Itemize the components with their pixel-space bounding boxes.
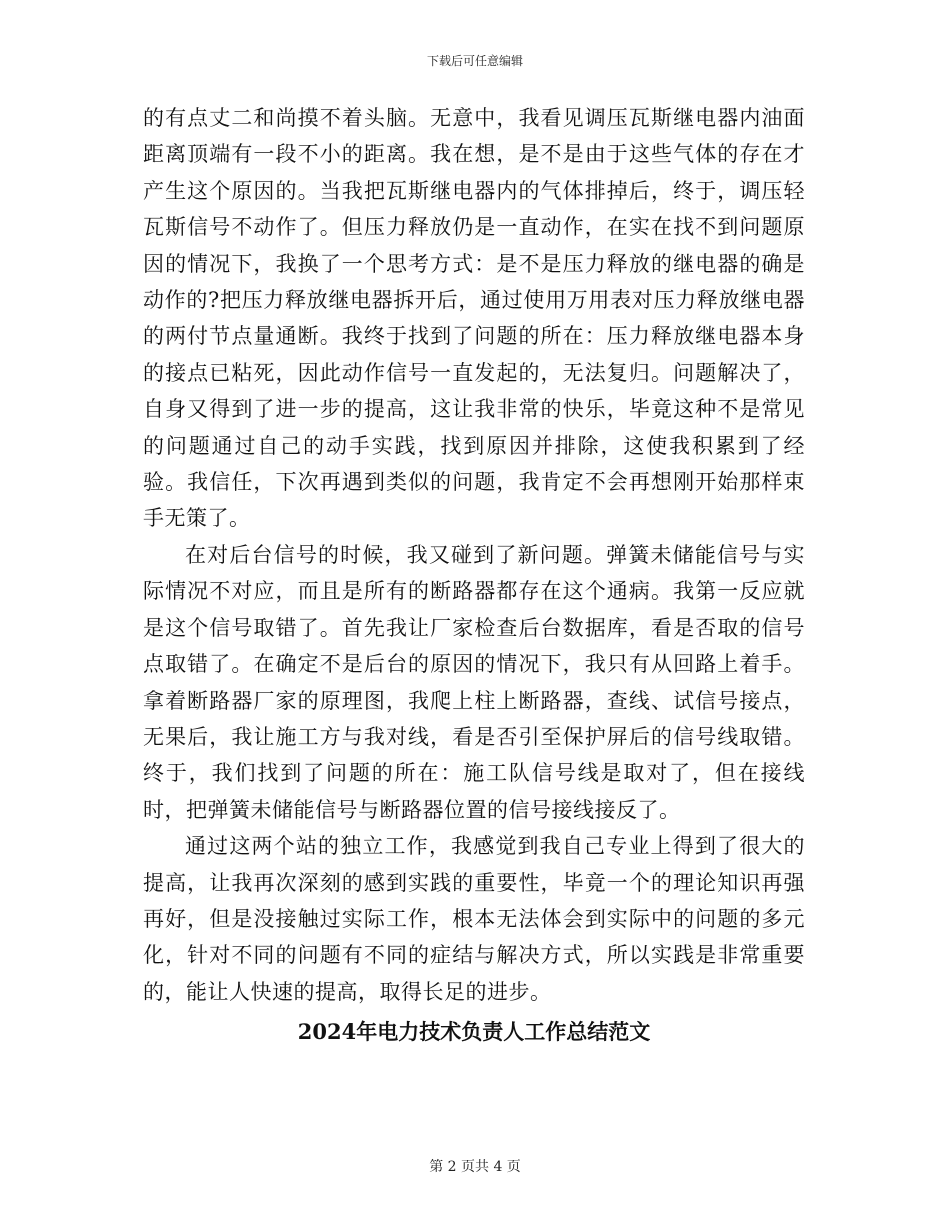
page-header: 下载后可任意编辑 <box>426 54 523 68</box>
page-number-footer: 第 2 页共 4 页 <box>429 1159 521 1175</box>
next-document-title: 2024年电力技术负责人工作总结范文 <box>297 1019 651 1045</box>
document-body <box>143 100 805 1050</box>
paragraph-continued: 的有点丈二和尚摸不着头脑。无意中，我看见调压瓦斯继电器内油面距离顶端有一段不小的距离。我在想，是不是由于这些气体的存在才产生这个原因的。当我把瓦斯继电器内的气体排掉后，终于，调压轻瓦斯信号不动作了。但压力释放仍是一直动作，在实在找不到问题原因的情况下，我换了一个思考方式：是不是压力释放的继电器的确是动作的?把压力释放继电器拆开后，通过使用万用表对压力释放继电器的两付节点量通断。我终于找到了问题的所在：压力释放继电器本身的接点已粘死，因此动作信号一直发起的，无法复归。问题解决了，自身又得到了进一步的提高，这让我非常的快乐，毕竟这种不是常见的问题通过自己的动手实践，找到原因并排除，这使我积累到了经验。我信任，下次再遇到类似的问题，我肯定不会再想刚开始那样束手无策了。 <box>143 106 805 531</box>
paragraph-conclusion: 通过这两个站的独立工作，我感觉到我自己专业上得到了很大的提高，让我再次深刻的感到实践的重要性，毕竟一个的理论知识再强再好，但是没接触过实际工作，根本无法体会到实际中的问题的多元化，针对不同的问题有不同的症结与解决方式，所以实践是非常重要的，能让人快速的提高，取得长足的进步。 <box>143 834 805 1004</box>
paragraph-backend-signal: 在对后台信号的时候，我又碰到了新问题。弹簧未储能信号与实际情况不对应，而且是所有的断路器都存在这个通病。我第一反应就是这个信号取错了。首先我让厂家检查后台数据库，看是否取的信号点取错了。在确定不是后台的原因的情况下，我只有从回路上着手。拿着断路器厂家的原理图，我爬上柱上断路器，查线、试信号接点，无果后，我让施工方与我对线，看是否引至保护屏后的信号线取错。终于，我们找到了问题的所在：施工队信号线是取对了，但在接线时，把弹簧未储能信号与断路器位置的信号接线接反了。 <box>143 542 805 822</box>
